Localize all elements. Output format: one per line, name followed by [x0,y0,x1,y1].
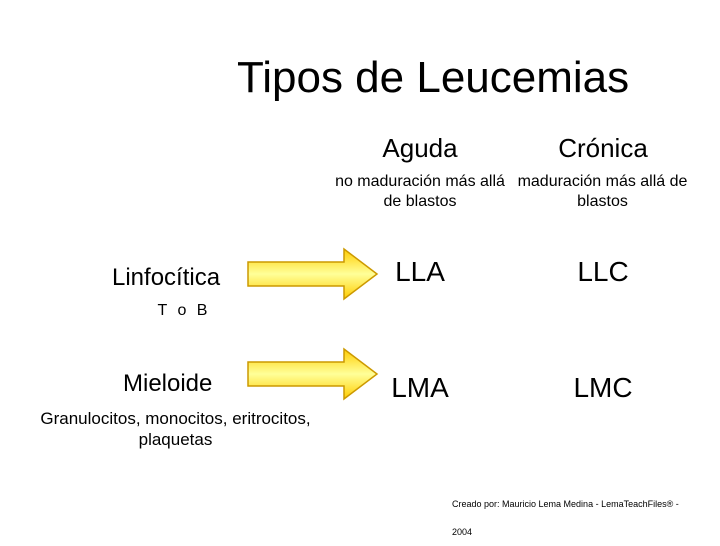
column-subheading-aguda: no maduración más allá de blastos [335,173,505,210]
arrow-right-icon [246,247,380,301]
row-label-mieloide: Mieloide [123,370,213,397]
cell-lmc: LMC [573,372,633,403]
cell-lma: LMA [391,372,449,403]
row-sublabel-linfocitica: T o B [157,302,211,319]
slide-title: Tipos de Leucemias [237,53,630,102]
cell-lla: LLA [395,256,445,287]
arrow-right-icon [246,347,380,401]
row-label-linfocitica: Linfocítica [112,264,221,291]
column-heading-cronica: Crónica [558,133,648,163]
column-heading-aguda: Aguda [382,133,458,163]
row-sublabel-mieloide: Granulocitos, monocitos, eritrocitos, plaquetas [40,409,311,449]
column-subheading-cronica: maduración más allá de blastos [517,173,688,210]
cell-llc: LLC [577,256,629,287]
footer-credit: Creado por: Mauricio Lema Medina - LemaTeachFiles® - 2004 [452,499,679,537]
